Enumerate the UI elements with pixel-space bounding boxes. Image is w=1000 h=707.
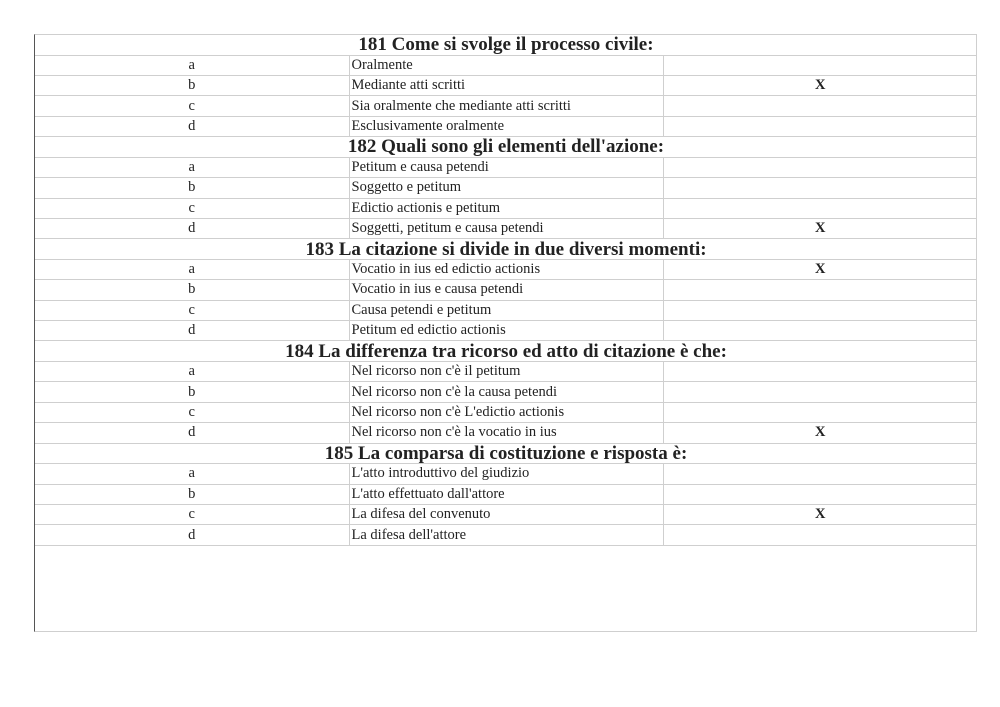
correct-answer-mark bbox=[663, 402, 977, 422]
answer-text: La difesa dell'attore bbox=[349, 525, 663, 545]
correct-answer-mark bbox=[663, 382, 977, 402]
answer-letter: c bbox=[35, 505, 349, 525]
question-title: 183 La citazione si divide in due diversi momenti: bbox=[35, 239, 977, 260]
answer-letter: d bbox=[35, 116, 349, 136]
quiz-sheet bbox=[34, 34, 977, 632]
correct-answer-mark bbox=[663, 116, 977, 136]
answer-row bbox=[35, 484, 977, 504]
correct-answer-mark bbox=[663, 280, 977, 300]
answer-text: Edictio actionis e petitum bbox=[349, 198, 663, 218]
answer-text: Causa petendi e petitum bbox=[349, 300, 663, 320]
question-header-row bbox=[35, 341, 977, 362]
answer-letter: d bbox=[35, 321, 349, 341]
answer-letter: d bbox=[35, 218, 349, 238]
question-header-row bbox=[35, 137, 977, 158]
answer-row bbox=[35, 157, 977, 177]
correct-answer-mark bbox=[663, 198, 977, 218]
correct-answer-mark bbox=[663, 321, 977, 341]
answer-row bbox=[35, 178, 977, 198]
correct-answer-mark: X bbox=[663, 75, 977, 95]
question-title: 185 La comparsa di costituzione e risposta è: bbox=[35, 443, 977, 464]
correct-answer-mark: X bbox=[663, 505, 977, 525]
answer-text: Nel ricorso non c'è la vocatio in ius bbox=[349, 423, 663, 443]
answer-letter: c bbox=[35, 198, 349, 218]
answer-row bbox=[35, 259, 977, 279]
question-header-row bbox=[35, 35, 977, 55]
answer-row bbox=[35, 464, 977, 484]
answer-letter: c bbox=[35, 300, 349, 320]
correct-answer-mark bbox=[663, 157, 977, 177]
answer-text: Oralmente bbox=[349, 55, 663, 75]
answer-letter: b bbox=[35, 484, 349, 504]
question-title: 184 La differenza tra ricorso ed atto di citazione è che: bbox=[35, 341, 977, 362]
correct-answer-mark bbox=[663, 178, 977, 198]
question-title: 182 Quali sono gli elementi dell'azione: bbox=[35, 137, 977, 158]
answer-text: Nel ricorso non c'è il petitum bbox=[349, 362, 663, 382]
answer-row bbox=[35, 96, 977, 116]
answer-letter: b bbox=[35, 75, 349, 95]
correct-answer-mark bbox=[663, 464, 977, 484]
answer-text: Petitum ed edictio actionis bbox=[349, 321, 663, 341]
question-title: 181 Come si svolge il processo civile: bbox=[35, 35, 977, 55]
answer-row bbox=[35, 402, 977, 422]
answer-letter: a bbox=[35, 464, 349, 484]
correct-answer-mark: X bbox=[663, 259, 977, 279]
answer-row bbox=[35, 362, 977, 382]
answer-text: Petitum e causa petendi bbox=[349, 157, 663, 177]
answer-row bbox=[35, 218, 977, 238]
answer-text: Esclusivamente oralmente bbox=[349, 116, 663, 136]
correct-answer-mark bbox=[663, 96, 977, 116]
answer-text: Soggetto e petitum bbox=[349, 178, 663, 198]
answer-row bbox=[35, 321, 977, 341]
answer-row bbox=[35, 198, 977, 218]
answer-text: Vocatio in ius e causa petendi bbox=[349, 280, 663, 300]
answer-row bbox=[35, 55, 977, 75]
answer-text: L'atto effettuato dall'attore bbox=[349, 484, 663, 504]
correct-answer-mark: X bbox=[663, 423, 977, 443]
answer-text: Nel ricorso non c'è L'edictio actionis bbox=[349, 402, 663, 422]
correct-answer-mark bbox=[663, 525, 977, 545]
correct-answer-mark bbox=[663, 55, 977, 75]
answer-text: La difesa del convenuto bbox=[349, 505, 663, 525]
quiz-table-body bbox=[35, 35, 977, 545]
answer-letter: c bbox=[35, 402, 349, 422]
answer-letter: c bbox=[35, 96, 349, 116]
correct-answer-mark bbox=[663, 300, 977, 320]
answer-text: Soggetti, petitum e causa petendi bbox=[349, 218, 663, 238]
answer-letter: d bbox=[35, 525, 349, 545]
correct-answer-mark bbox=[663, 362, 977, 382]
correct-answer-mark bbox=[663, 484, 977, 504]
answer-row bbox=[35, 300, 977, 320]
answer-letter: a bbox=[35, 259, 349, 279]
answer-text: L'atto introduttivo del giudizio bbox=[349, 464, 663, 484]
answer-row bbox=[35, 116, 977, 136]
answer-letter: b bbox=[35, 178, 349, 198]
answer-row bbox=[35, 75, 977, 95]
answer-row bbox=[35, 525, 977, 545]
answer-row bbox=[35, 423, 977, 443]
answer-text: Mediante atti scritti bbox=[349, 75, 663, 95]
answer-text: Sia oralmente che mediante atti scritti bbox=[349, 96, 663, 116]
answer-letter: a bbox=[35, 362, 349, 382]
answer-letter: a bbox=[35, 157, 349, 177]
answer-letter: a bbox=[35, 55, 349, 75]
answer-row bbox=[35, 382, 977, 402]
correct-answer-mark: X bbox=[663, 218, 977, 238]
answer-letter: b bbox=[35, 382, 349, 402]
answer-row bbox=[35, 505, 977, 525]
question-header-row bbox=[35, 239, 977, 260]
answer-letter: b bbox=[35, 280, 349, 300]
answer-text: Nel ricorso non c'è la causa petendi bbox=[349, 382, 663, 402]
answer-text: Vocatio in ius ed edictio actionis bbox=[349, 259, 663, 279]
question-header-row bbox=[35, 443, 977, 464]
answer-row bbox=[35, 280, 977, 300]
quiz-table bbox=[35, 35, 977, 546]
answer-letter: d bbox=[35, 423, 349, 443]
